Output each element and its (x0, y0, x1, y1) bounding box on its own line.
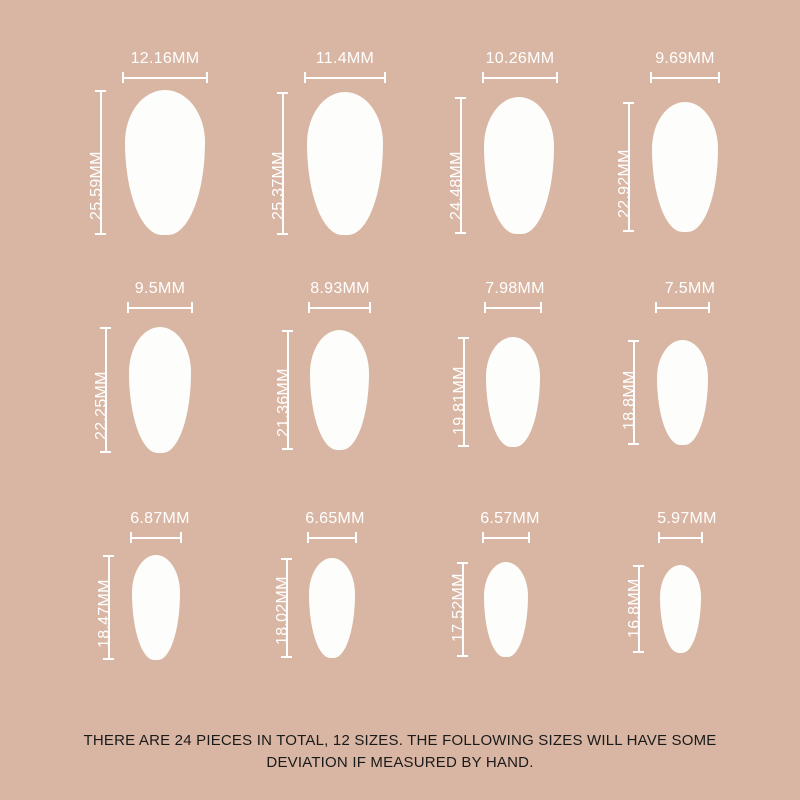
size-cell (595, 20, 795, 257)
footer-line-1: THERE ARE 24 PIECES IN TOTAL, 12 SIZES. THE FOLLOWING SIZES WILL HAVE SOME (83, 732, 717, 749)
width-dimension-bar (658, 532, 703, 543)
size-cell (420, 255, 620, 492)
height-label: 17.52MM (450, 573, 467, 642)
size-cell (420, 490, 620, 727)
nail-shape (657, 340, 708, 445)
width-label: 8.93MM (310, 280, 370, 297)
nail-shape (484, 562, 528, 657)
nail-shape (309, 558, 355, 658)
width-label: 6.57MM (480, 510, 540, 527)
nail-shape (132, 555, 180, 660)
width-dimension-bar (655, 302, 710, 313)
width-dimension-bar (307, 532, 357, 543)
nail-shape (660, 565, 701, 653)
height-label: 18.02MM (274, 576, 291, 645)
width-label: 9.69MM (655, 50, 715, 67)
size-cell (600, 490, 800, 727)
width-dimension-bar (308, 302, 371, 313)
width-label: 9.5MM (134, 280, 186, 297)
width-dimension-bar (482, 72, 558, 83)
nail-shape (129, 327, 191, 453)
width-label: 12.16MM (130, 50, 200, 67)
width-dimension-bar (650, 72, 720, 83)
footer-note (0, 710, 800, 800)
height-label: 25.59MM (88, 151, 105, 220)
size-cell (70, 255, 270, 492)
height-label: 22.25MM (93, 371, 110, 440)
size-cell (245, 255, 445, 492)
width-label: 7.5MM (664, 280, 716, 297)
nail-shape (310, 330, 369, 450)
width-dimension-bar (130, 532, 182, 543)
width-dimension-bar (484, 302, 542, 313)
size-cell (70, 490, 270, 727)
size-cell (70, 20, 270, 257)
height-label: 24.48MM (448, 151, 465, 220)
width-label: 10.26MM (485, 50, 555, 67)
footer-line-2: DEVIATION IF MEASURED BY HAND. (266, 754, 534, 771)
height-label: 22.92MM (616, 149, 633, 218)
width-dimension-bar (122, 72, 208, 83)
height-label: 18.47MM (96, 579, 113, 648)
height-label: 18.8MM (621, 370, 638, 430)
width-dimension-bar (304, 72, 386, 83)
width-label: 5.97MM (657, 510, 717, 527)
nail-shape (484, 97, 554, 234)
size-cell (245, 490, 445, 727)
width-dimension-bar (482, 532, 530, 543)
size-cell (600, 255, 800, 492)
width-dimension-bar (127, 302, 193, 313)
height-label: 25.37MM (270, 151, 287, 220)
nail-shape (125, 90, 205, 235)
nail-shape (486, 337, 540, 447)
height-label: 21.36MM (275, 368, 292, 437)
width-label: 11.4MM (315, 50, 375, 67)
nail-shape (652, 102, 718, 232)
height-label: 16.8MM (626, 578, 643, 638)
size-cell (420, 20, 620, 257)
width-label: 6.87MM (130, 510, 190, 527)
height-label: 19.81MM (451, 366, 468, 435)
width-label: 7.98MM (485, 280, 545, 297)
nail-shape (307, 92, 383, 235)
width-label: 6.65MM (305, 510, 365, 527)
